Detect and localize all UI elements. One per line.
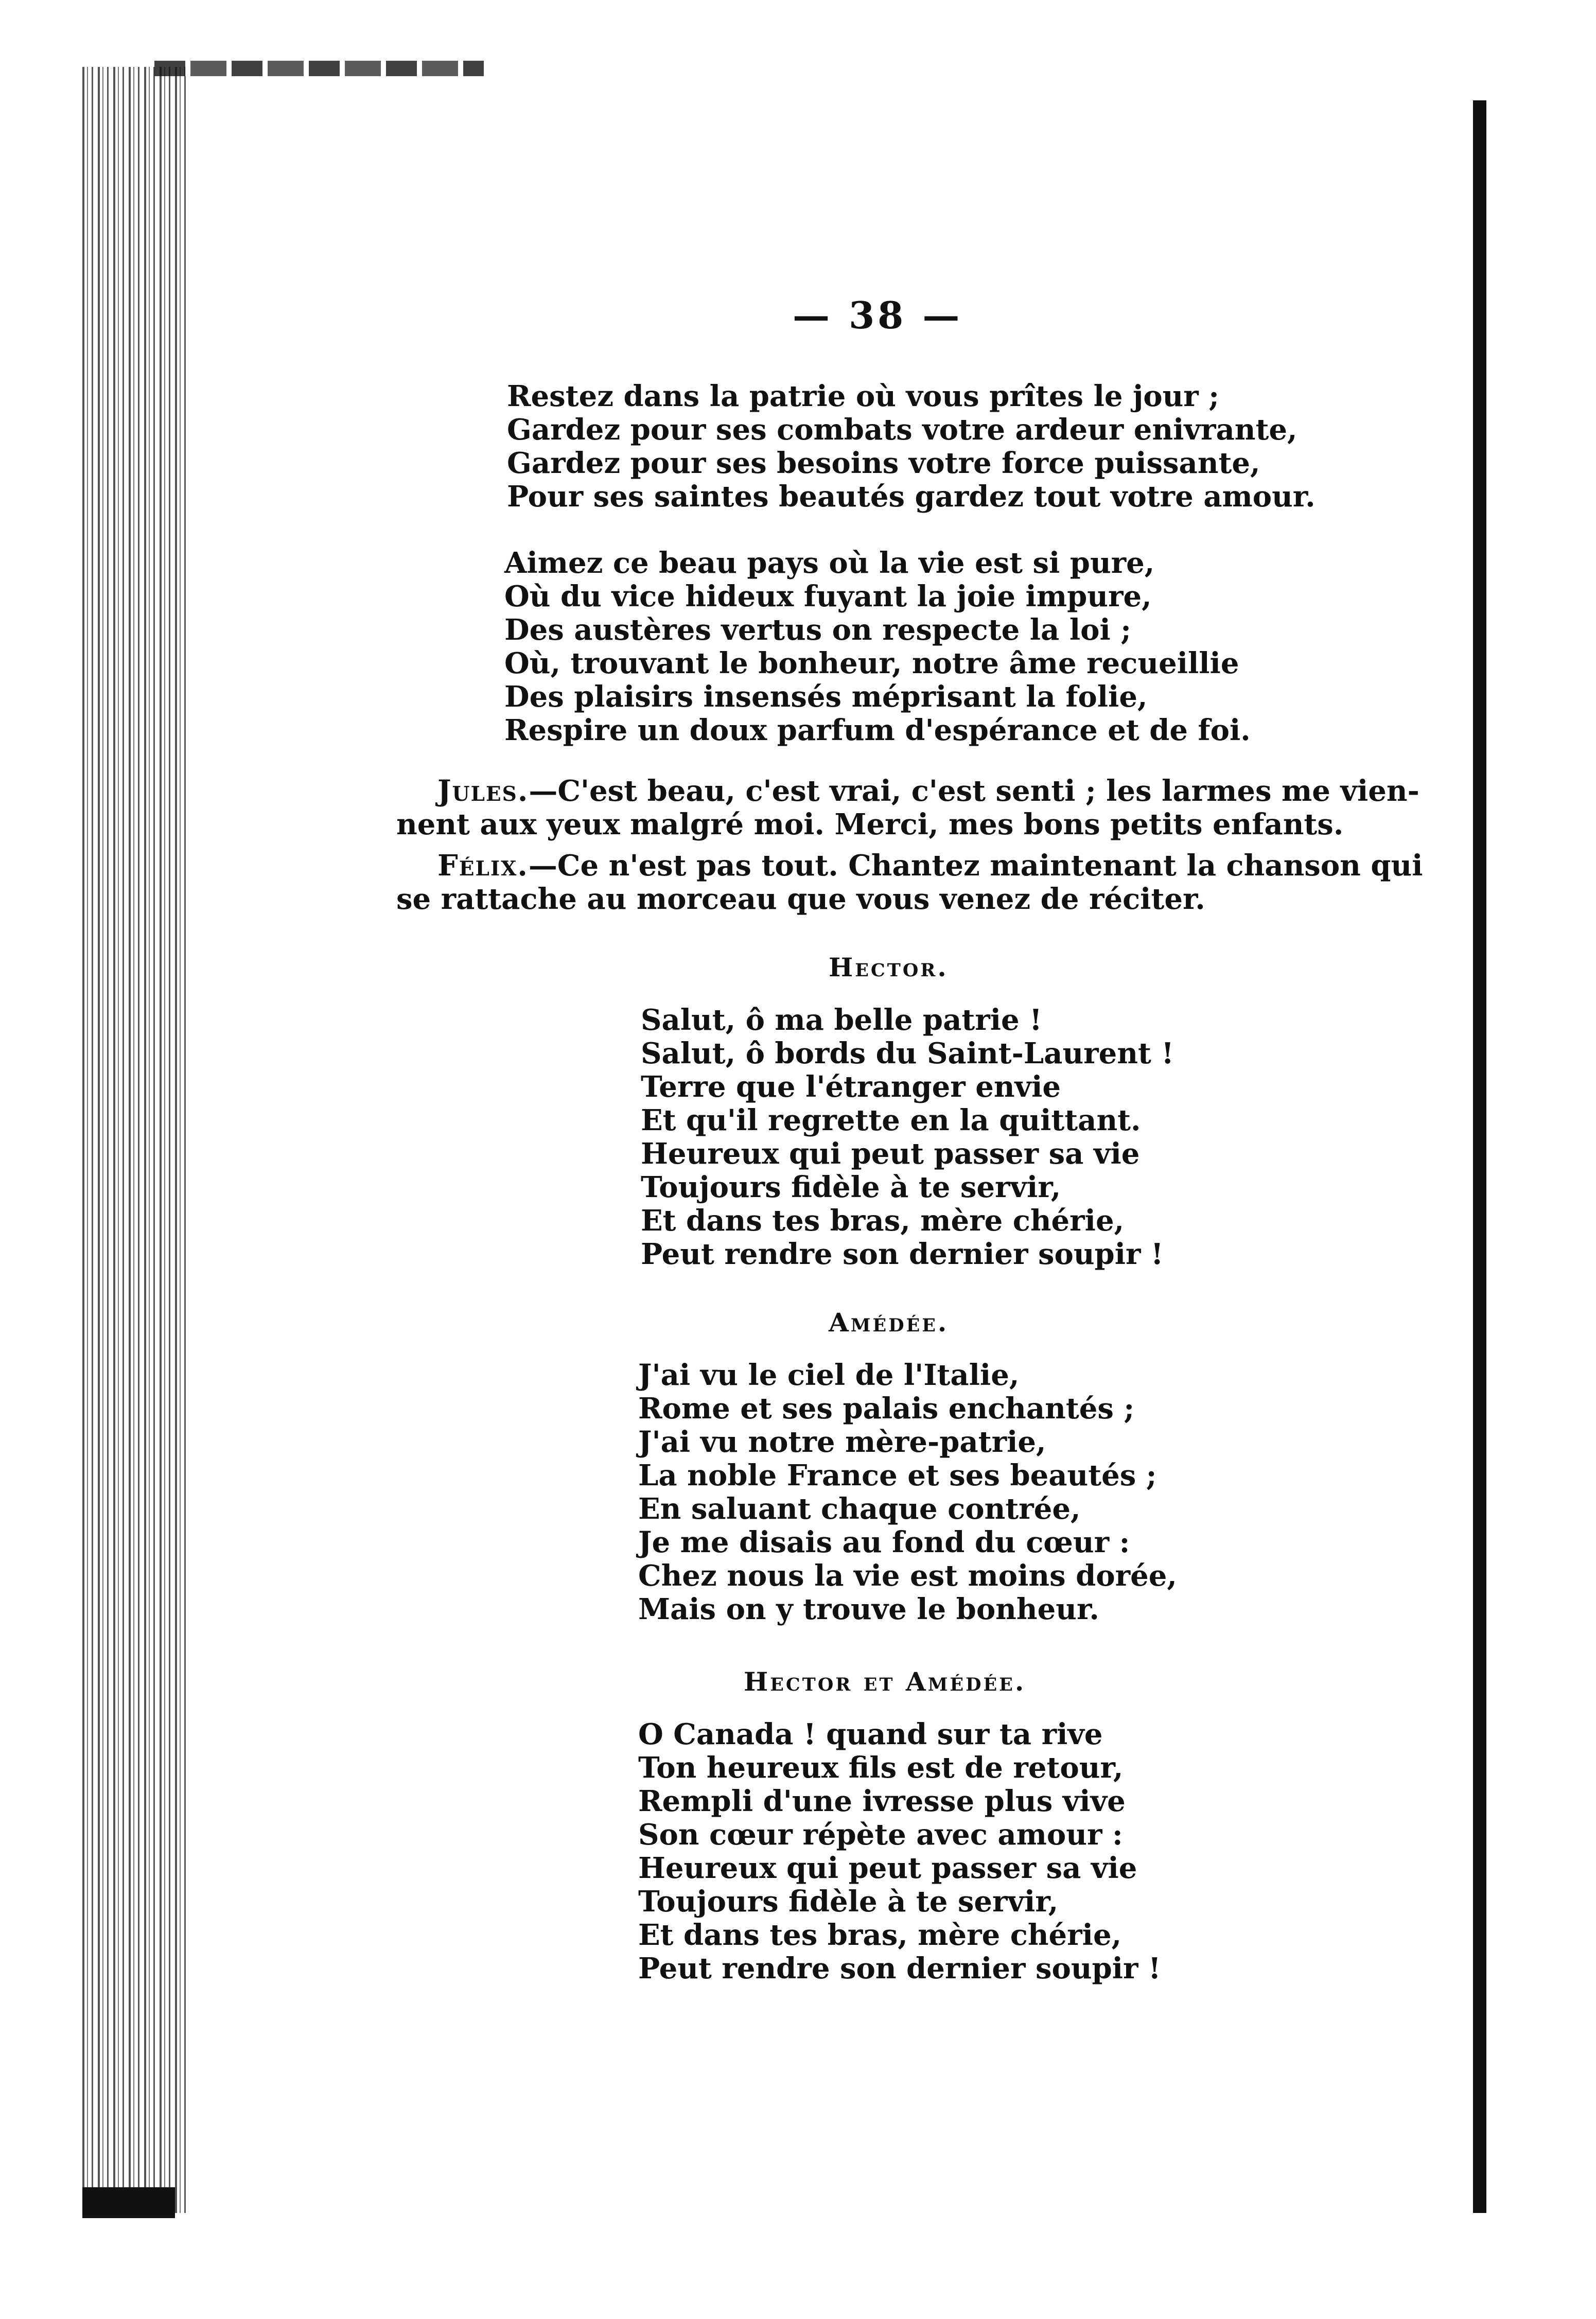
song-stanza-hector (641, 1004, 1174, 1271)
dialogue-line (396, 849, 1423, 883)
dialogue-line (396, 775, 1419, 808)
dialogue-text: —C'est beau, c'est vrai, c'est senti ; les larmes me vien- (529, 774, 1419, 808)
song-line: Peut rendre son dernier soupir ! (641, 1237, 1164, 1271)
binding-edge-top (154, 61, 484, 76)
song-line: Toujours fidèle à te servir, (641, 1170, 1061, 1204)
poem-line: Où, trouvant le bonheur, notre âme recueillie (504, 646, 1239, 680)
song-line: Et dans tes bras, mère chérie, (638, 1918, 1122, 1952)
song-stanza-both (638, 1718, 1161, 1986)
song-line: Heureux qui peut passer sa vie (638, 1851, 1137, 1885)
song-line: Mais on y trouve le bonheur. (638, 1592, 1099, 1626)
poem-line: Gardez pour ses combats votre ardeur enivrante, (507, 413, 1297, 447)
dialogue-jules (396, 775, 1419, 841)
song-line: Et qu'il regrette en la quittant. (641, 1103, 1141, 1137)
right-margin-rule (1473, 100, 1486, 2213)
song-heading-hector: Hector. (829, 952, 949, 982)
song-line: Rome et ses palais enchantés ; (638, 1392, 1135, 1426)
song-heading-both: Hector et Amédée. (744, 1666, 1026, 1697)
poem-line: Des plaisirs insensés méprisant la folie, (504, 680, 1148, 714)
song-line: Ton heureux fils est de retour, (638, 1751, 1124, 1785)
song-line: J'ai vu le ciel de l'Italie, (638, 1358, 1020, 1392)
binding-edge-bottom (82, 2187, 175, 2218)
page-number: — 38 — (793, 293, 963, 337)
song-line: Heureux qui peut passer sa vie (641, 1137, 1140, 1171)
dialogue-felix (396, 849, 1423, 916)
song-line: Je me disais au fond du cœur : (638, 1525, 1130, 1559)
dialogue-line: nent aux yeux malgré moi. Merci, mes bons petits enfants. (396, 807, 1344, 841)
dialogue-text: —Ce n'est pas tout. Chantez maintenant la chanson qui (528, 849, 1423, 883)
poem-line: Des austères vertus on respecte la loi ; (504, 613, 1131, 647)
song-line: Chez nous la vie est moins dorée, (638, 1559, 1177, 1593)
speaker-name: Félix. (437, 849, 529, 883)
binding-edge (82, 67, 190, 2213)
song-line: En saluant chaque contrée, (638, 1492, 1081, 1526)
poem-line: Où du vice hideux fuyant la joie impure, (504, 579, 1152, 613)
song-line: J'ai vu notre mère-patrie, (638, 1425, 1046, 1459)
song-line: Terre que l'étranger envie (641, 1070, 1061, 1104)
song-line: Peut rendre son dernier soupir ! (638, 1952, 1161, 1986)
song-line: Salut, ô bords du Saint-Laurent ! (641, 1036, 1174, 1070)
song-line: Et dans tes bras, mère chérie, (641, 1204, 1125, 1238)
song-line: O Canada ! quand sur ta rive (638, 1717, 1103, 1751)
song-heading-amedee: Amédée. (829, 1307, 949, 1338)
speaker-name: Jules. (437, 774, 529, 808)
poem-stanza-2 (504, 547, 1251, 747)
poem-line: Restez dans la patrie où vous prîtes le jour ; (507, 379, 1219, 413)
song-line: Rempli d'une ivresse plus vive (638, 1784, 1126, 1818)
poem-line: Aimez ce beau pays où la vie est si pure, (504, 546, 1155, 580)
song-line: Son cœur répète avec amour : (638, 1818, 1123, 1852)
song-line: Salut, ô ma belle patrie ! (641, 1003, 1042, 1037)
poem-line: Pour ses saintes beautés gardez tout votre amour. (507, 480, 1316, 514)
song-line: Toujours fidèle à te servir, (638, 1885, 1059, 1919)
song-line: La noble France et ses beautés ; (638, 1459, 1157, 1492)
song-stanza-amedee (638, 1359, 1177, 1626)
poem-stanza-1 (507, 380, 1316, 514)
dialogue-line: se rattache au morceau que vous venez de réciter. (396, 882, 1205, 916)
poem-line: Gardez pour ses besoins votre force puissante, (507, 446, 1260, 480)
poem-line: Respire un doux parfum d'espérance et de foi. (504, 713, 1251, 747)
